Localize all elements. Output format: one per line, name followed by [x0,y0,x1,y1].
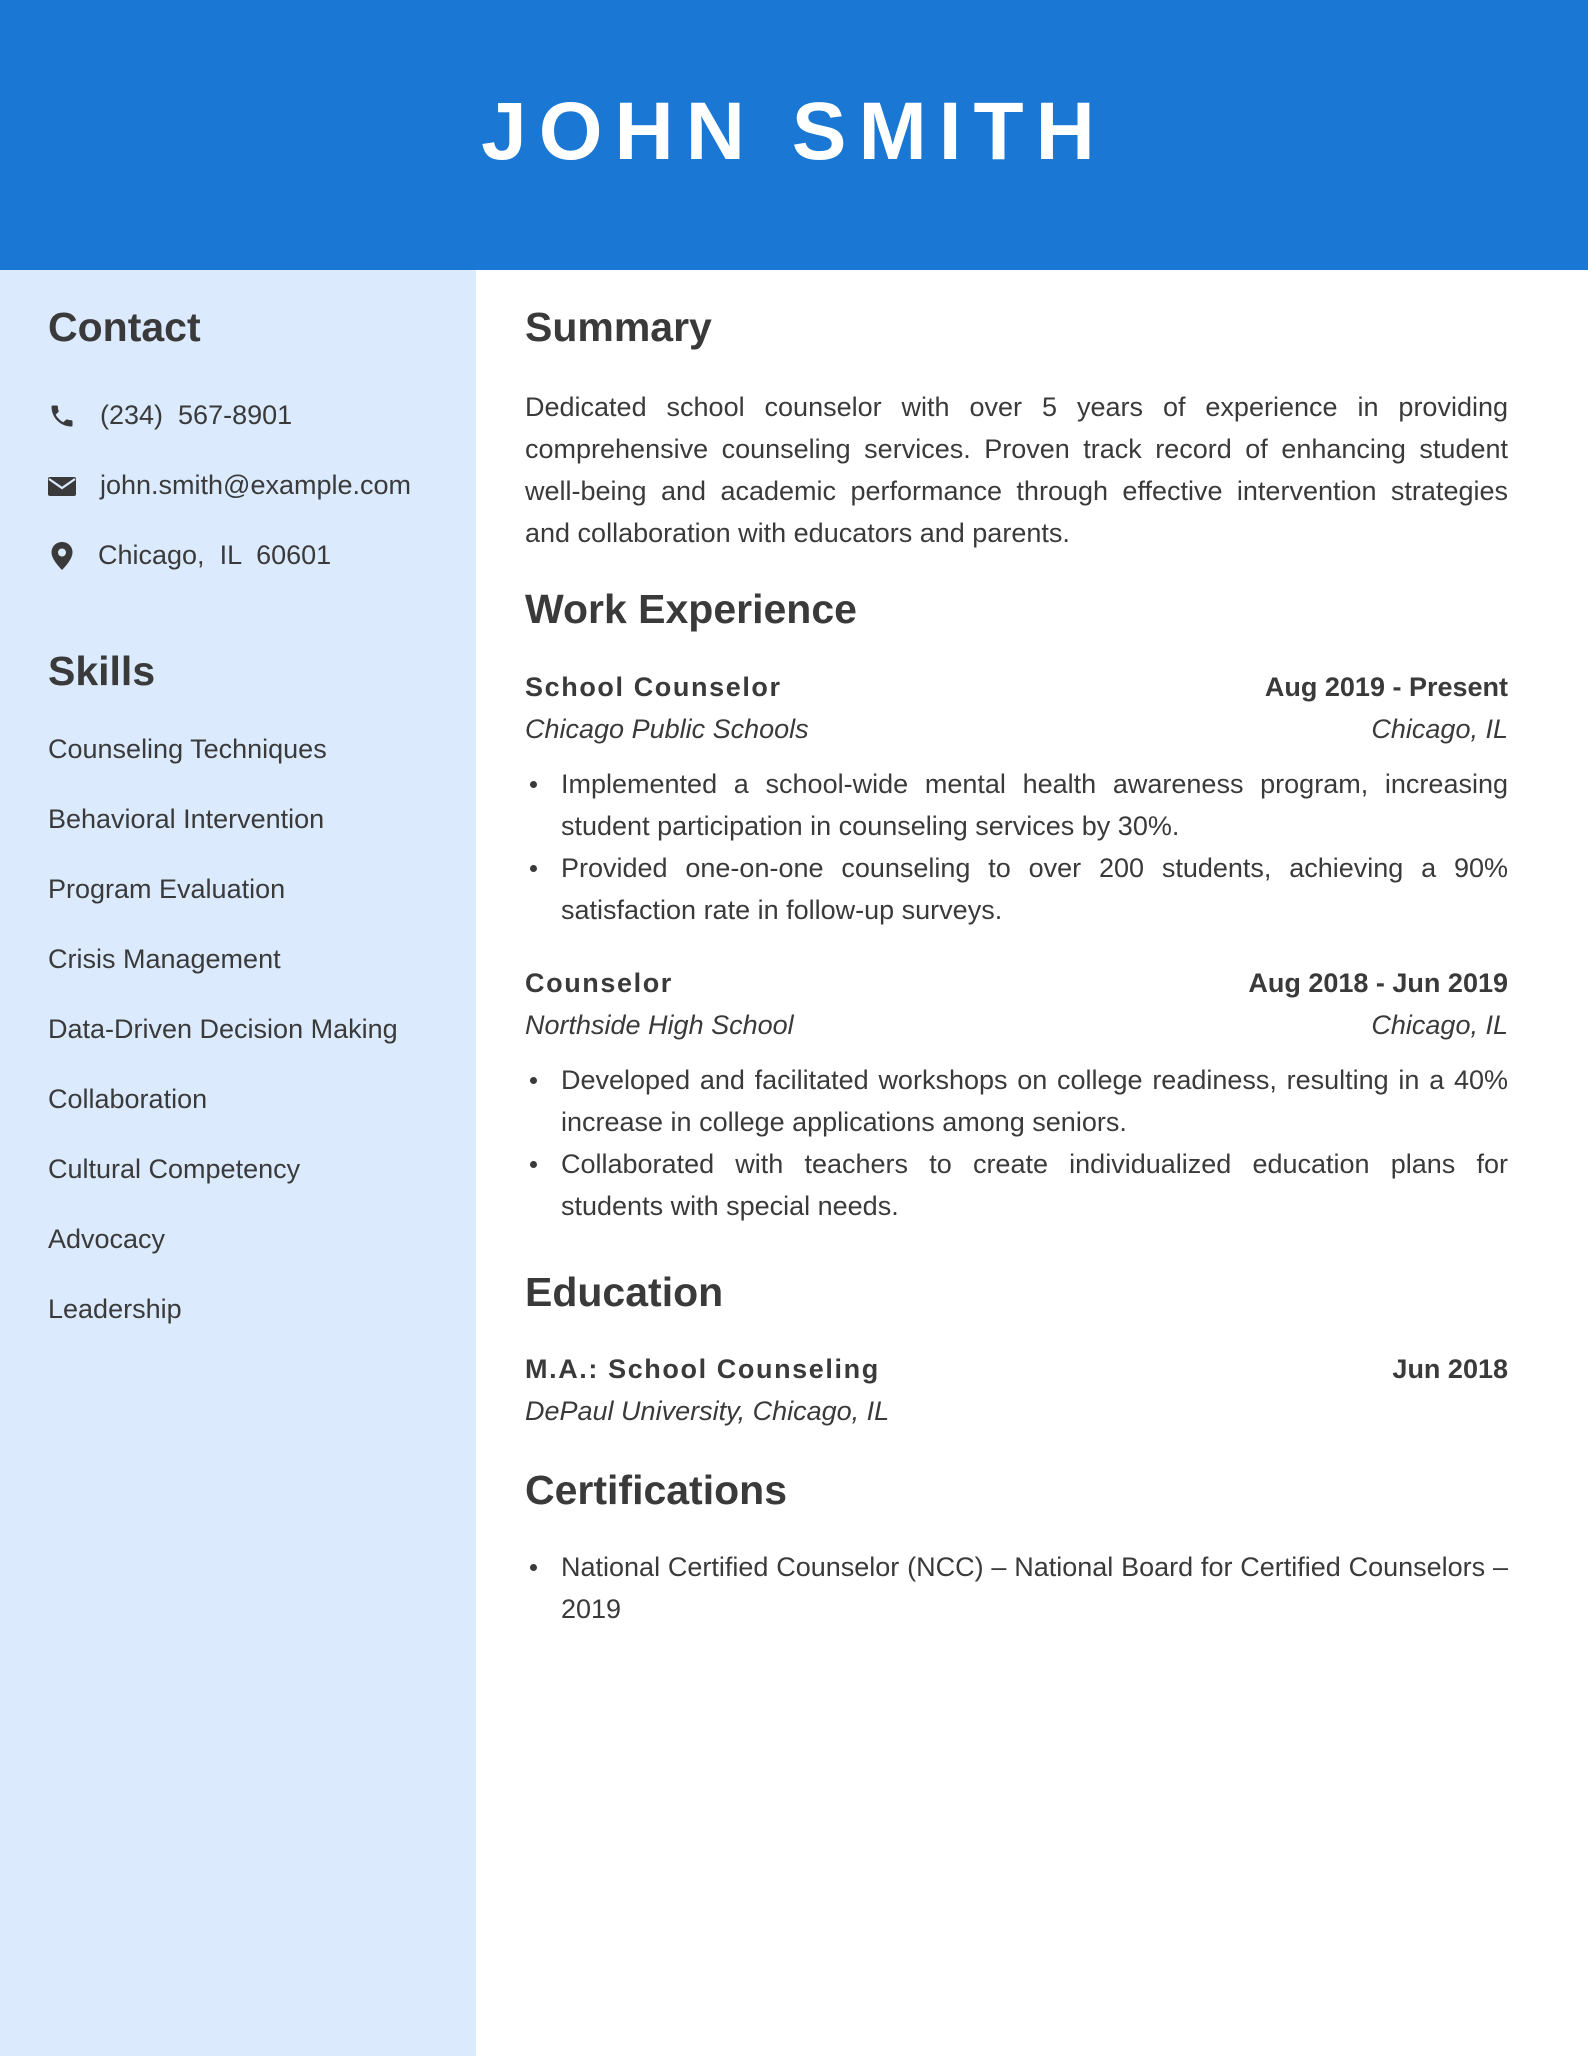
skills-heading: Skills [48,648,156,694]
list-item: Provided one-on-one counseling to over 200 students, achieving a 90% satisfaction rate in follow-up surveys. [525,847,1508,931]
degree: M.A.: School Counseling [525,1354,880,1384]
skill-item: Advocacy [48,1224,166,1254]
summary-heading: Summary [525,304,712,350]
skill-item: Behavioral Intervention [48,804,325,834]
skill-item: Data-Driven Decision Making [48,1014,398,1044]
education-heading: Education [525,1269,724,1315]
skill-item: Leadership [48,1294,182,1324]
certification-list [525,1546,1508,1630]
education-date: Jun 2018 [1392,1354,1508,1384]
list-item: Developed and facilitated workshops on college readiness, resulting in a 40% increase in college applications among seniors. [525,1059,1508,1143]
skill-item: Cultural Competency [48,1154,301,1184]
education-school-row [525,1396,1508,1427]
sidebar [0,270,476,2056]
location: Chicago, IL 60601 [98,540,332,570]
list-item: Implemented a school-wide mental health awareness program, increasing student participation in counseling services by 30%. [525,763,1508,847]
job-location: Chicago, IL [1371,714,1508,744]
school: DePaul University, Chicago, IL [525,1396,890,1426]
map-pin-icon [48,542,76,570]
job-dates: Aug 2018 - Jun 2019 [1248,968,1508,998]
job-location: Chicago, IL [1371,1010,1508,1040]
skill-item: Collaboration [48,1084,208,1114]
job-bullets [525,1059,1508,1227]
contact-location [48,540,331,571]
contact-heading: Contact [48,304,201,350]
job-employer: Northside High School [525,1010,794,1040]
certifications-heading: Certifications [525,1467,787,1513]
job-employer: Chicago Public Schools [525,714,809,744]
experience-heading: Work Experience [525,586,857,632]
skill-item: Counseling Techniques [48,734,327,764]
list-item: Collaborated with teachers to create individualized education plans for students with special needs. [525,1143,1508,1227]
job-title: Counselor [525,968,673,998]
job-employer-row [525,1010,1508,1041]
phone-number: (234) 567-8901 [100,400,293,430]
phone-icon [48,402,76,430]
envelope-icon [48,472,76,500]
resume-header [0,0,1588,270]
job-bullets [525,763,1508,931]
list-item: National Certified Counselor (NCC) – National Board for Certified Counselors – 2019 [525,1546,1508,1630]
summary-text: Dedicated school counselor with over 5 years of experience in providing comprehensive counseling services. Proven track record of enhancing student well-being and academic performance through effective intervention strategies and collaboration with educators and parents. [525,392,1508,548]
job-dates: Aug 2019 - Present [1264,672,1508,702]
email-address: john.smith@example.com [100,470,412,500]
skill-item: Program Evaluation [48,874,286,904]
job-title: School Counselor [525,672,782,702]
education-header [525,1354,1508,1385]
skill-item: Crisis Management [48,944,281,974]
job-header [525,968,1508,999]
contact-email [48,470,411,501]
job-employer-row [525,714,1508,745]
candidate-name: JOHN SMITH [481,86,1107,177]
contact-phone [48,400,292,431]
job-header [525,672,1508,703]
